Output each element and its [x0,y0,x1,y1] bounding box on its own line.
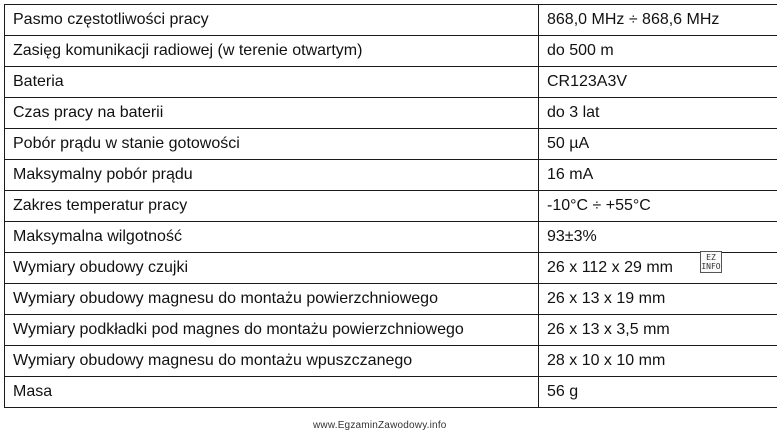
parameter-cell: Pasmo częstotliwości pracy [5,5,539,36]
table-row [5,160,777,191]
table-row [5,36,777,67]
table-row [5,129,777,160]
stamp-line-2: INFO [701,262,721,271]
table-row [5,5,777,36]
parameter-cell: Maksymalna wilgotność [5,222,539,253]
value-cell: 26 x 13 x 19 mm [539,284,777,315]
watermark-stamp-icon [700,251,722,273]
parameter-cell: Zakres temperatur pracy [5,191,539,222]
value-cell: 93±3% [539,222,777,253]
value-cell: 50 µA [539,129,777,160]
specifications-table [4,4,777,408]
table-row [5,315,777,346]
value-cell: 26 x 13 x 3,5 mm [539,315,777,346]
parameter-cell: Wymiary obudowy czujki [5,253,539,284]
value-cell: 28 x 10 x 10 mm [539,346,777,377]
table-row [5,67,777,98]
specifications-table-body [5,5,777,408]
table-row [5,346,777,377]
watermark-text: www.EgzaminZawodowy.info [313,420,447,431]
parameter-cell: Wymiary obudowy magnesu do montażu wpuszczanego [5,346,539,377]
parameter-cell: Pobór prądu w stanie gotowości [5,129,539,160]
table-row [5,222,777,253]
parameter-cell: Wymiary podkładki pod magnes do montażu powierzchniowego [5,315,539,346]
stamp-line-1: EZ [706,253,716,262]
parameter-cell: Wymiary obudowy magnesu do montażu powierzchniowego [5,284,539,315]
parameter-cell: Masa [5,377,539,408]
table-row [5,191,777,222]
value-cell: CR123A3V [539,67,777,98]
parameter-cell: Czas pracy na baterii [5,98,539,129]
parameter-cell: Zasięg komunikacji radiowej (w terenie otwartym) [5,36,539,67]
table-row [5,377,777,408]
parameter-cell: Maksymalny pobór prądu [5,160,539,191]
value-cell: 868,0 MHz ÷ 868,6 MHz [539,5,777,36]
value-cell: do 500 m [539,36,777,67]
table-row [5,284,777,315]
value-cell: 16 mA [539,160,777,191]
value-cell: 26 x 112 x 29 mm [539,253,777,284]
value-cell: -10°C ÷ +55°C [539,191,777,222]
value-cell: 56 g [539,377,777,408]
parameter-cell: Bateria [5,67,539,98]
value-cell: do 3 lat [539,98,777,129]
table-row [5,253,777,284]
table-row [5,98,777,129]
